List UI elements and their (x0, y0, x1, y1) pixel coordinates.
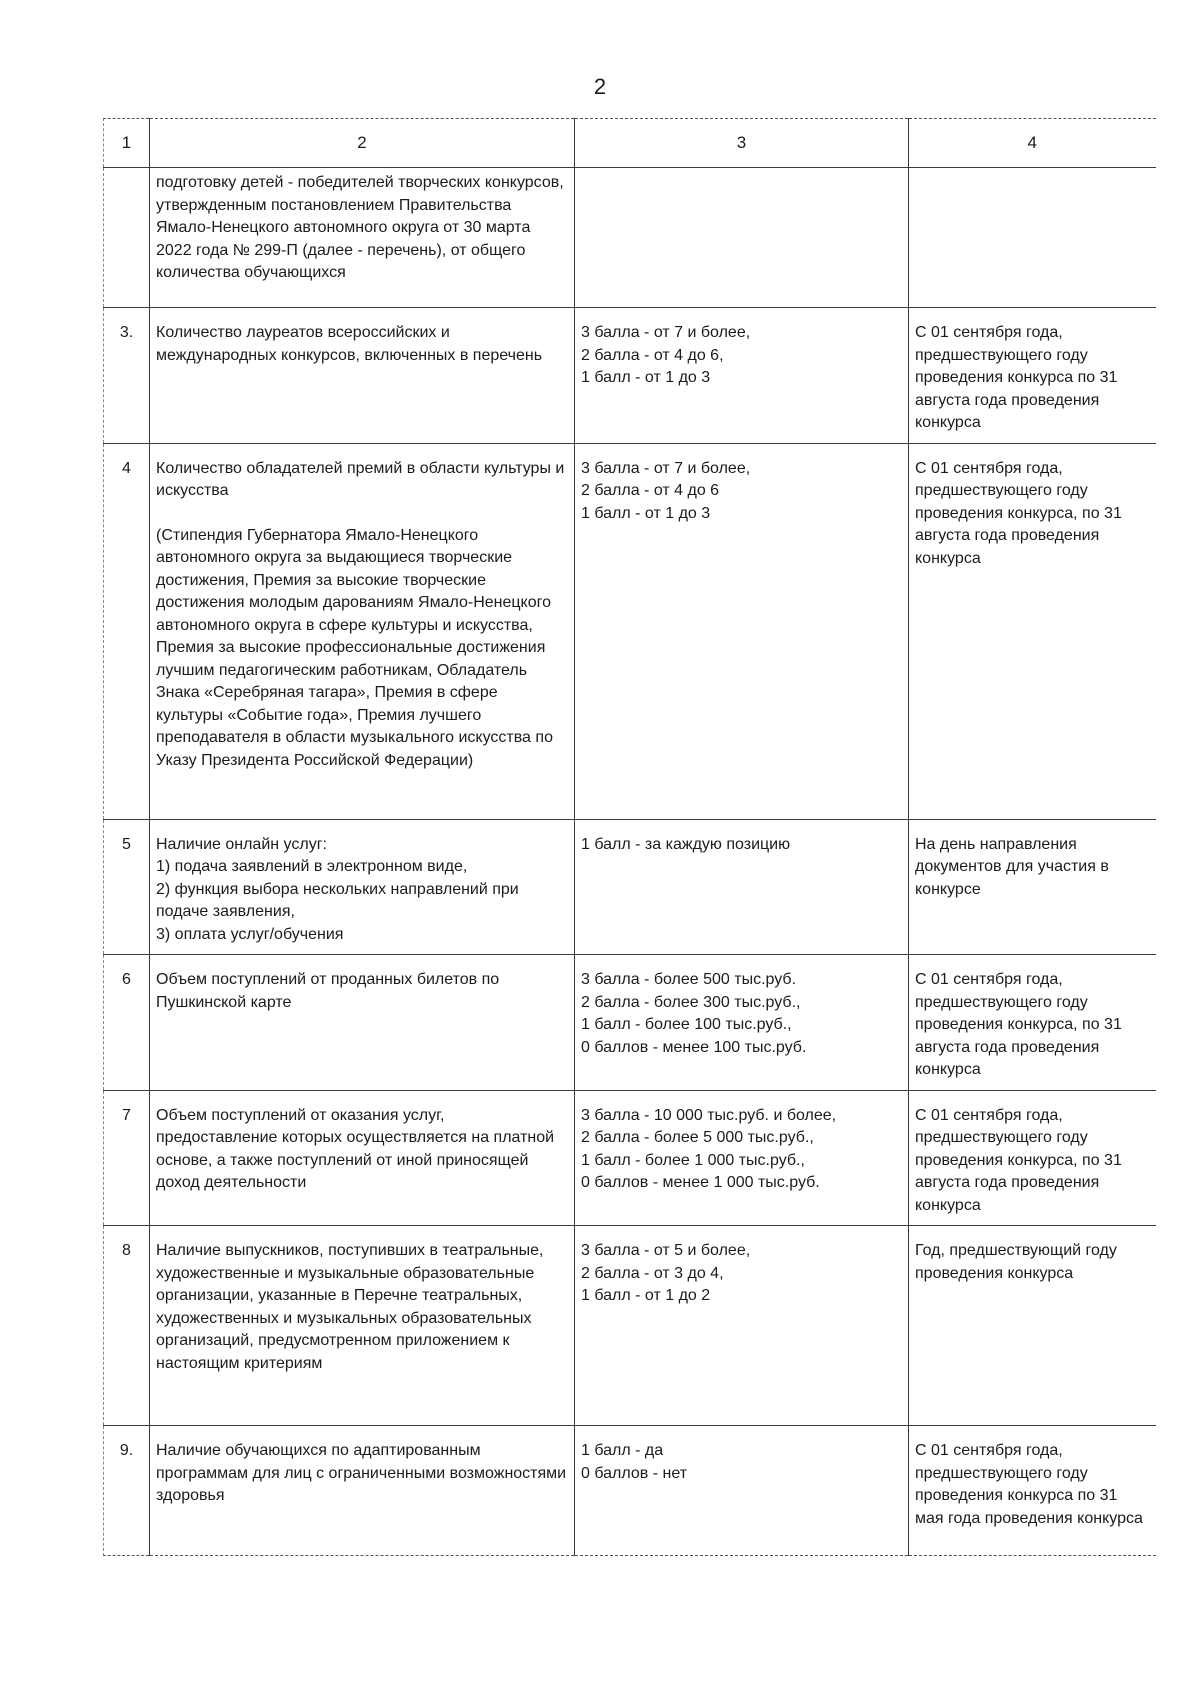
row-number: 5 (104, 819, 150, 955)
period-cell: Год, предшествующий году проведения конкурса (909, 1226, 1156, 1426)
points-cell (575, 955, 909, 1091)
criterion-cell: Количество лауреатов всероссийских и международных конкурсов, включенных в перечень (150, 308, 575, 444)
table-row-continuation (104, 168, 1156, 308)
table-row-3 (104, 308, 1156, 444)
criterion-cell (150, 443, 575, 819)
points-line: 0 баллов - менее 1 000 тыс.руб. (581, 1174, 820, 1191)
criteria-table (103, 118, 1156, 1556)
points-line: 0 баллов - менее 100 тыс.руб. (581, 1038, 807, 1056)
column-header-2: 2 (150, 119, 575, 168)
points-cell (575, 443, 909, 819)
row-number: 9. (104, 1426, 150, 1556)
criterion-line: Наличие онлайн услуг: (156, 835, 327, 853)
column-header-3: 3 (575, 119, 909, 168)
points-line: 1 балл - более 1 000 тыс.руб., (581, 1151, 805, 1169)
period-cell: С 01 сентября года, предшествующего году проведения конкурса, по 31 августа года проведения конкурса (909, 955, 1156, 1091)
points-line: 1 балл - за каждую позицию (581, 835, 791, 853)
points-line: 3 балла - 10 000 тыс.руб. и более, (581, 1106, 837, 1124)
criterion-note: (Стипендия Губернатора Ямало-Ненецкого автономного округа за выдающиеся творческие достижения, Премия за высокие творческие достижения молодым дарованиям Ямало-Ненецкого автономного округа в сфере культуры и искусства, Премия за высокие профессиональные достижения лучшим педагогическим работникам, Обладатель Знака «Серебряная тагара», Премия в сфере культуры «Событие года», Премия лучшего преподавателя в области музыкального искусства по Указу Президента Российской Федерации) (156, 526, 553, 769)
points-cell (575, 308, 909, 444)
row-number: 8 (104, 1226, 150, 1426)
table-row-6 (104, 955, 1156, 1091)
period-cell: На день направления документов для участия в конкурсе (909, 819, 1156, 955)
criterion-line: 1) подача заявлений в электронном виде, (156, 858, 468, 875)
points-line: 1 балл - да (581, 1442, 664, 1459)
points-line: 3 балла - более 500 тыс.руб. (581, 971, 797, 988)
column-header-1: 1 (104, 119, 150, 168)
table-row-8 (104, 1226, 1156, 1426)
row-number (104, 168, 150, 308)
points-cell (575, 819, 909, 955)
row-number: 3. (104, 308, 150, 444)
points-line: 2 балла - от 4 до 6 (581, 482, 720, 499)
table-row-7 (104, 1090, 1156, 1226)
points-line: 3 балла - от 7 и более, (581, 324, 751, 341)
points-cell (575, 168, 909, 308)
points-line: 1 балл - от 1 до 3 (581, 369, 711, 386)
points-line: 2 балла - от 4 до 6, (581, 346, 724, 364)
period-cell: С 01 сентября года, предшествующего году проведения конкурса, по 31 августа года проведения конкурса (909, 1090, 1156, 1226)
page-number: 2 (593, 74, 607, 99)
period-cell (909, 168, 1156, 308)
table-row-5 (104, 819, 1156, 955)
criterion-cell: Объем поступлений от оказания услуг, предоставление которых осуществляется на платной основе, а также поступлений от иной приносящей доход деятельности (150, 1090, 575, 1226)
points-line: 2 балла - более 300 тыс.руб., (581, 993, 801, 1011)
table-row-4 (104, 443, 1156, 819)
points-line: 1 балл - от 1 до 3 (581, 504, 711, 522)
column-header-4: 4 (909, 119, 1156, 168)
criterion-cell: Наличие обучающихся по адаптированным программам для лиц с ограниченными возможностями здоровья (150, 1426, 575, 1556)
row-number: 7 (104, 1090, 150, 1226)
points-line: 0 баллов - нет (581, 1464, 688, 1482)
criterion-line: 3) оплата услуг/обучения (156, 925, 344, 943)
row-number: 4 (104, 443, 150, 819)
period-cell: С 01 сентября года, предшествующего году проведения конкурса по 31 августа года проведения конкурса (909, 308, 1156, 444)
period-cell: С 01 сентября года, предшествующего году проведения конкурса, по 31 августа года проведения конкурса (909, 443, 1156, 819)
points-cell (575, 1090, 909, 1226)
criterion-line: 2) функция выбора нескольких направлений при подаче заявления, (156, 880, 519, 920)
points-line: 2 балла - более 5 000 тыс.руб., (581, 1129, 814, 1146)
period-cell: С 01 сентября года, предшествующего году проведения конкурса по 31 мая года проведения конкурса (909, 1426, 1156, 1556)
row-number: 6 (104, 955, 150, 1091)
criterion-cell: Объем поступлений от проданных билетов по Пушкинской карте (150, 955, 575, 1091)
criterion-text: Количество обладателей премий в области культуры и искусства (156, 459, 565, 499)
points-line: 3 балла - от 7 и более, (581, 459, 751, 477)
criterion-cell: Наличие выпускников, поступивших в театральные, художественные и музыкальные образовательные организации, указанные в Перечне театральных, художественных и музыкальных образовательных организаций, предусмотренном приложением к настоящим критериям (150, 1226, 575, 1426)
points-line: 3 балла - от 5 и более, (581, 1242, 751, 1259)
table-row-9 (104, 1426, 1156, 1556)
points-line: 1 балл - более 100 тыс.руб., (581, 1016, 792, 1033)
criterion-cell (150, 819, 575, 955)
points-cell (575, 1226, 909, 1426)
points-cell (575, 1426, 909, 1556)
criterion-cell: подготовку детей - победителей творческих конкурсов, утвержденным постановлением Правительства Ямало-Ненецкого автономного округа от 30 марта 2022 года № 299-П (далее - перечень), от общего количества обучающихся (150, 168, 575, 308)
points-line: 1 балл - от 1 до 2 (581, 1287, 711, 1304)
table-header-row (104, 119, 1156, 168)
points-line: 2 балла - от 3 до 4, (581, 1264, 724, 1282)
